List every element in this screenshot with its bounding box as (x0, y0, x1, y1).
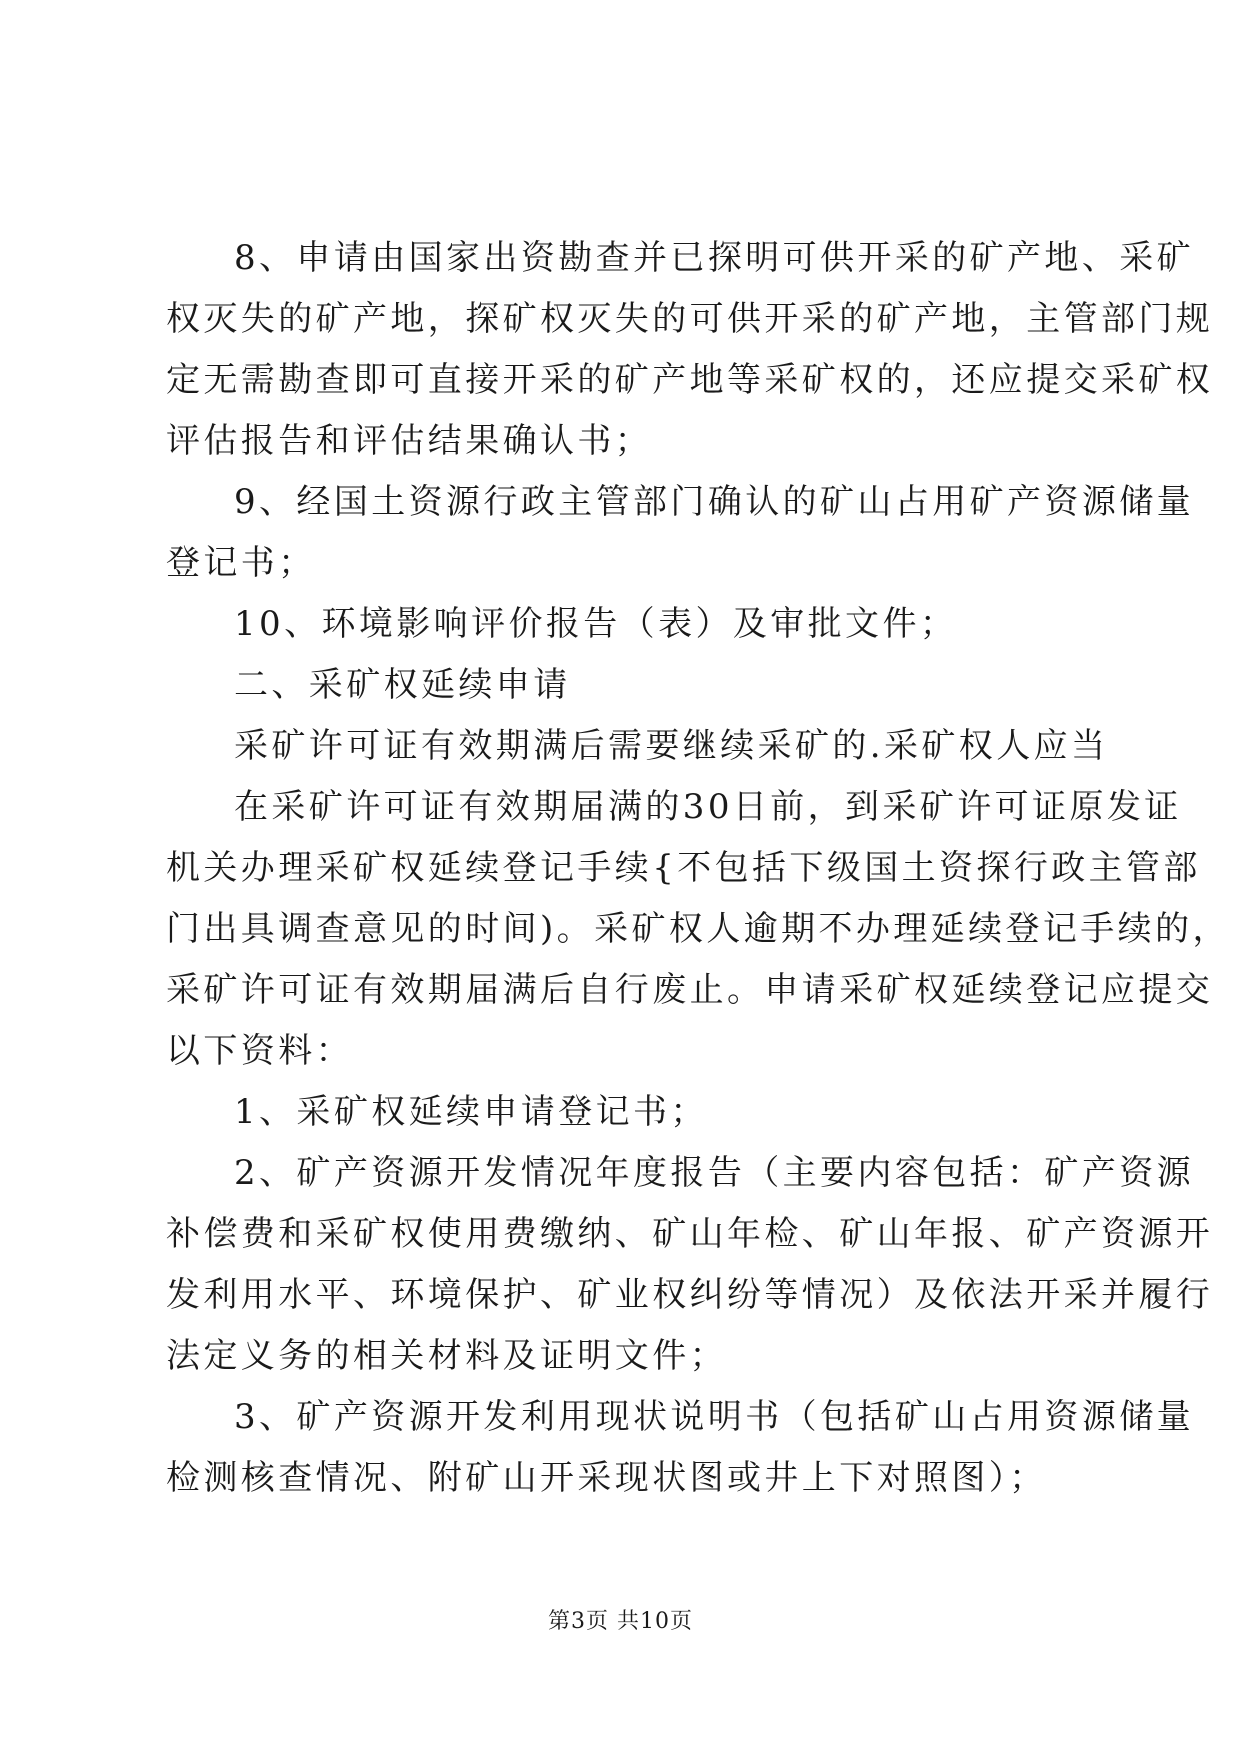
text-line: 1、采矿权延续申请登记书； (234, 1092, 708, 1132)
text-line: 3、矿产资源开发利用现状说明书（包括矿山占用资源储量 (234, 1397, 1195, 1437)
text-line: 9、经国土资源行政主管部门确认的矿山占用矿产资源储量 (234, 482, 1195, 522)
text-line: 以下资料： (166, 1031, 353, 1071)
text-line: 采矿许可证有效期届满后自行废止。申请采矿权延续登记应提交 (166, 970, 1214, 1010)
document-body (166, 228, 1230, 1509)
text-line: 检测核查情况、附矿山开采现状图或井上下对照图）； (166, 1458, 1047, 1498)
text-line: 10、环境影响评价报告（表）及审批文件； (234, 604, 958, 644)
text-line: 门出具调查意见的时间)。采矿权人逾期不办理延续登记手续的， (166, 909, 1230, 949)
text-line: 定无需勘查即可直接开采的矿产地等采矿权的，还应提交采矿权 (166, 360, 1214, 400)
text-line: 登记书； (166, 543, 316, 583)
text-line: 权灭失的矿产地，探矿权灭失的可供开采的矿产地，主管部门规 (166, 299, 1214, 339)
section-heading: 二、采矿权延续申请 (234, 665, 571, 705)
page-number-footer: 第3页 共10页 (548, 1609, 693, 1634)
text-line: 法定义务的相关材料及证明文件； (166, 1336, 727, 1376)
text-line: 2、矿产资源开发情况年度报告（主要内容包括：矿产资源 (234, 1153, 1195, 1193)
text-line: 机关办理采矿权延续登记手续{不包括下级国土资探行政主管部 (166, 848, 1201, 888)
text-line: 评估报告和评估结果确认书； (166, 421, 653, 461)
text-line: 补偿费和采矿权使用费缴纳、矿山年检、矿山年报、矿产资源开 (166, 1214, 1214, 1254)
text-line: 采矿许可证有效期满后需要继续采矿的.采矿权人应当 (234, 726, 1109, 766)
text-line: 8、申请由国家出资勘查并已探明可供开采的矿产地、采矿 (234, 238, 1195, 278)
text-line: 发利用水平、环境保护、矿业权纠纷等情况）及依法开采并履行 (166, 1275, 1214, 1315)
text-line: 在采矿许可证有效期届满的30日前，到采矿许可证原发证 (234, 787, 1182, 827)
